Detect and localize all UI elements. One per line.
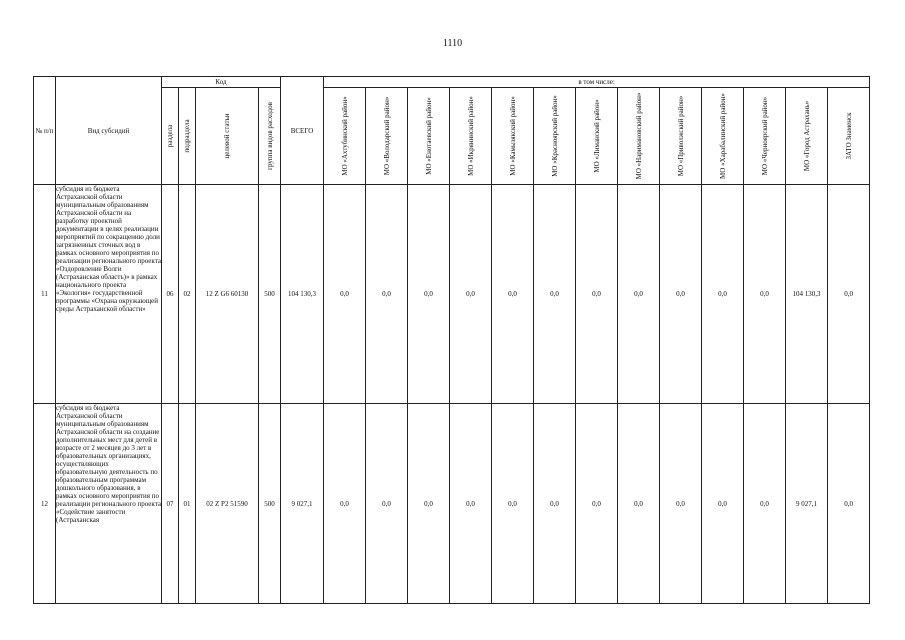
district-header-3 <box>450 88 492 185</box>
district-value: 0,0 <box>366 404 408 604</box>
subsection-code: 01 <box>179 404 196 604</box>
district-value: 0,0 <box>660 185 702 404</box>
district-value: 0,0 <box>618 404 660 604</box>
district-value: 0,0 <box>534 404 576 604</box>
district-header-0-label: МО «Ахтубинский район» <box>340 96 349 176</box>
district-value: 0,0 <box>576 185 618 404</box>
district-value: 0,0 <box>744 185 786 404</box>
district-value: 0,0 <box>366 185 408 404</box>
expense-group-code: 500 <box>259 185 281 404</box>
district-value: 0,0 <box>324 404 366 604</box>
expense-group-code: 500 <box>259 404 281 604</box>
district-header-8 <box>660 88 702 185</box>
district-value: 0,0 <box>492 404 534 604</box>
page-number: 1110 <box>442 38 463 49</box>
district-value: 0,0 <box>702 185 744 404</box>
row-description: субсидия из бюджета Астраханской области муниципальным образованиям Астраханской области на создание дополнительных мест для детей в возрасте от 2 месяцев до 3 лет в образовательных организациях, осуществляющих образовательную деятельность по образовательным программам дошкольного образования, в рамках основного мероприятия по реализации регионального проекта «Содействие занятости (Астраханская <box>56 404 162 604</box>
district-header-10-label: МО «Черноярский район» <box>760 96 769 176</box>
row-number: 12 <box>34 404 56 604</box>
district-value: 0,0 <box>744 404 786 604</box>
row-description: субсидия из бюджета Астраханской области муниципальным образованиям Астраханской области на разработку проектной документации в целях реализации мероприятий по сокращению доли загрязненных сточных вод в рамках основного мероприятия по реализации регионального проекта «Оздоровление Волги (Астраханская область)» в рамках национального проекта «Экология» государственной программы «Охрана окружающей среды Астраханской области» <box>56 185 162 404</box>
code-group-header: Код <box>162 77 281 88</box>
code-col-header-1 <box>179 88 196 185</box>
district-header-6 <box>576 88 618 185</box>
subsection-code: 02 <box>179 185 196 404</box>
district-value: 0,0 <box>576 404 618 604</box>
table-row <box>34 185 870 404</box>
code-col-header-0 <box>162 88 179 185</box>
col-type-header: Вид субсидий <box>56 77 162 185</box>
district-value: 0,0 <box>660 404 702 604</box>
code-col-header-3-label: группа видов расходов <box>265 102 274 170</box>
section-code: 07 <box>162 404 179 604</box>
district-value: 0,0 <box>702 404 744 604</box>
district-value: 0,0 <box>408 185 450 404</box>
section-code: 06 <box>162 185 179 404</box>
code-col-header-2-label: целевой статьи <box>223 113 231 159</box>
table-row <box>34 404 870 604</box>
target-code: 12 Z G6 60130 <box>196 185 259 404</box>
district-header-3-label: МО «Икрянинский район» <box>466 96 475 176</box>
district-header-9-label: МО «Харабалинский район» <box>718 93 727 179</box>
code-col-header-3 <box>259 88 281 185</box>
district-header-11-label: МО «Город Астрахань» <box>802 100 811 172</box>
district-header-7-label: МО «Наримановский район» <box>634 92 643 180</box>
district-value: 9 027,1 <box>786 404 828 604</box>
district-header-11 <box>786 88 828 185</box>
district-header-5-label: МО «Красноярский район» <box>550 95 559 177</box>
district-value: 0,0 <box>492 185 534 404</box>
code-col-header-2 <box>196 88 259 185</box>
district-header-12 <box>828 88 870 185</box>
district-value: 0,0 <box>450 185 492 404</box>
district-header-2-label: МО «Енотаевский район» <box>424 97 433 175</box>
district-header-8-label: МО «Приволжский район» <box>676 95 685 177</box>
district-value: 0,0 <box>324 185 366 404</box>
district-header-9 <box>702 88 744 185</box>
district-header-6-label: МО «Лиманский район» <box>592 99 601 173</box>
district-header-1 <box>366 88 408 185</box>
row-number: 11 <box>34 185 56 404</box>
district-header-5 <box>534 88 576 185</box>
district-value: 0,0 <box>618 185 660 404</box>
district-value: 0,0 <box>408 404 450 604</box>
col-num-header: № п/п <box>34 77 56 185</box>
district-value: 0,0 <box>828 185 870 404</box>
district-header-10 <box>744 88 786 185</box>
district-header-7 <box>618 88 660 185</box>
district-header-4 <box>492 88 534 185</box>
district-header-0 <box>324 88 366 185</box>
district-value: 0,0 <box>450 404 492 604</box>
district-value: 104 130,3 <box>786 185 828 404</box>
table-body <box>34 185 870 604</box>
total-header: ВСЕГО <box>281 77 324 185</box>
district-header-12-label: ЗАТО Знаменск <box>844 112 853 160</box>
district-header-2 <box>408 88 450 185</box>
total-value: 104 130,3 <box>281 185 324 404</box>
subsidy-table <box>33 76 870 604</box>
code-col-header-0-label: раздела <box>166 124 174 148</box>
district-header-1-label: МО «Володарский район» <box>382 96 391 176</box>
total-value: 9 027,1 <box>281 404 324 604</box>
target-code: 02 Z P2 51590 <box>196 404 259 604</box>
code-col-header-1-label: подраздела <box>183 119 191 153</box>
district-value: 0,0 <box>534 185 576 404</box>
district-value: 0,0 <box>828 404 870 604</box>
including-header: в том числе: <box>324 77 870 88</box>
district-header-4-label: МО «Камызякский район» <box>508 96 517 176</box>
